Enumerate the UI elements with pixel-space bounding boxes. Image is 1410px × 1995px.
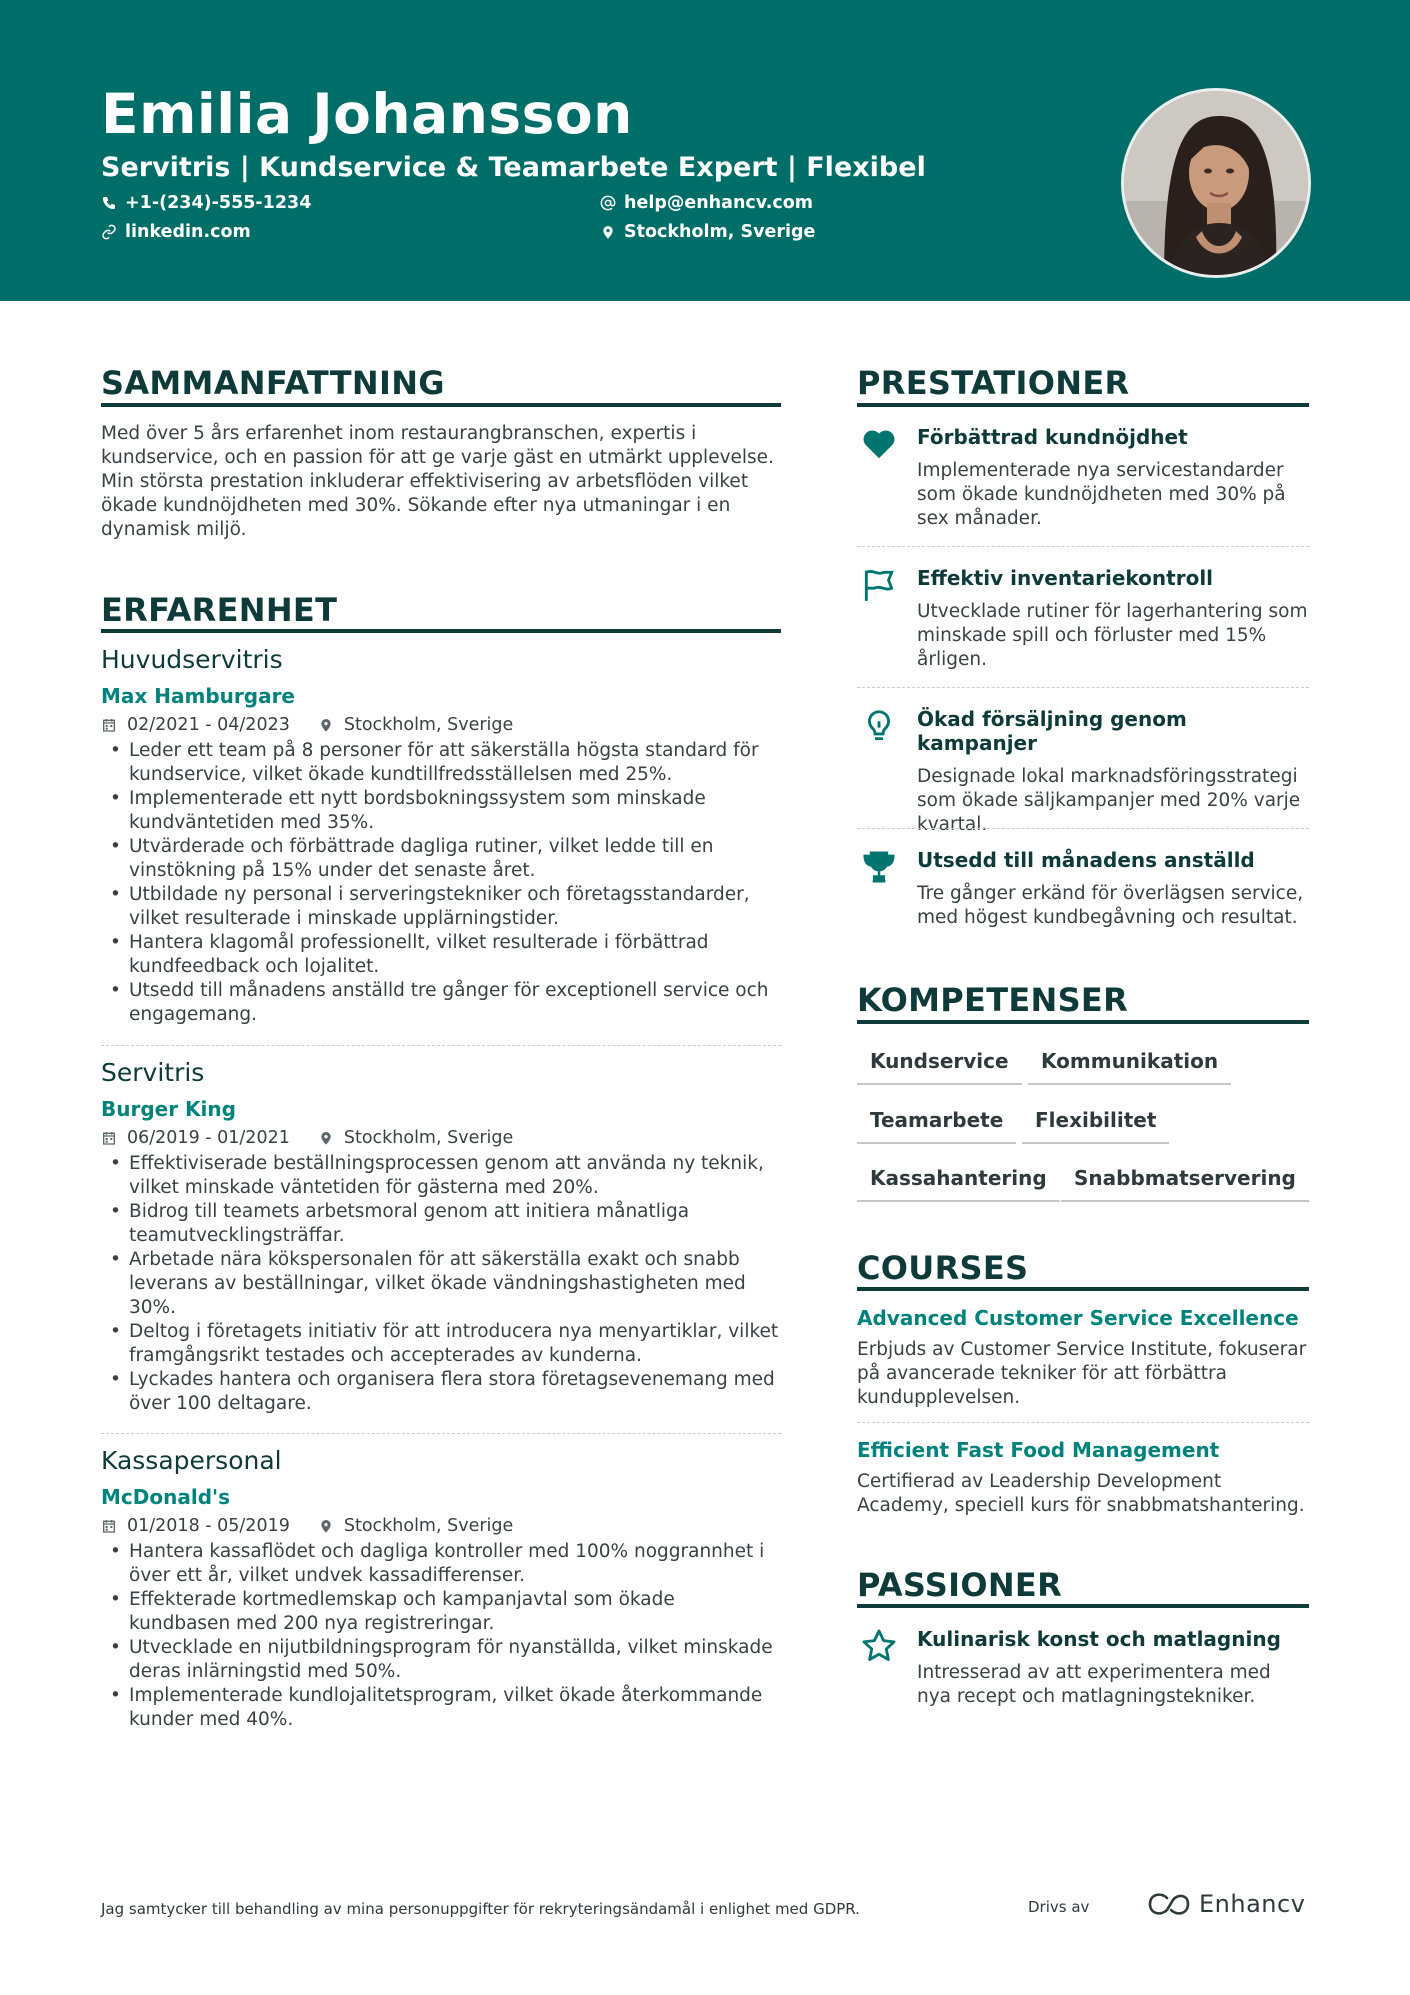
job-title: Huvudservitris — [101, 645, 283, 674]
job-bullet: • Lyckades hantera och organisera flera stora företagsevenemang med över 100 deltagare. — [101, 1368, 781, 1416]
job-location — [318, 1128, 513, 1148]
achievement-item — [857, 848, 1309, 930]
achievement-separator — [857, 828, 1309, 829]
job-bullet: • Utbildade ny personal i serveringstekniker och företagsstandarder, vilket resulterade i minskade upplärningstider. — [101, 883, 781, 931]
experience-heading: ERFARENHET — [101, 591, 338, 629]
candidate-tagline: Servitris | Kundservice & Teamarbete Expert | Flexibel — [101, 152, 926, 183]
achievement-separator — [857, 546, 1309, 547]
location-contact — [600, 222, 815, 242]
email-text: help@enhancv.com — [624, 193, 814, 213]
passion-title: Kulinarisk konst och matlagning — [917, 1627, 1281, 1651]
job-location-text: Stockholm, Sverige — [343, 715, 514, 735]
job-company: McDonald's — [101, 1485, 231, 1509]
job-location-text: Stockholm, Sverige — [343, 1128, 514, 1148]
location-pin-icon — [318, 1518, 334, 1534]
skill-tag: Kassahantering — [857, 1166, 1060, 1202]
achievement-item — [857, 425, 1309, 531]
job-title: Servitris — [101, 1058, 205, 1087]
achievement-desc: Tre gånger erkänd för överlägsen service, med högest kundbegåvning och resultat. — [917, 883, 1304, 928]
course-separator — [857, 1422, 1309, 1423]
job-bullet: • Utvärderade och förbättrade dagliga rutiner, vilket ledde till en vinstökning på 15% under det senaste året. — [101, 835, 781, 883]
achievement-title: Ökad försäljning genom kampanjer — [917, 707, 1187, 755]
achievement-item — [857, 566, 1309, 672]
portrait-illustration — [1124, 91, 1311, 278]
job-bullet: • Arbetade nära kökspersonalen för att säkerställa exakt och snabb leverans av beställningar, vilket ökade vändningshastigheten med 30%. — [101, 1248, 781, 1320]
job-bullets — [101, 1152, 781, 1416]
linkedin-text: linkedin.com — [125, 222, 251, 242]
job-bullet: • Effekterade kortmedlemskap och kampanjavtal som ökade kundbasen med 200 nya registreringar. — [101, 1588, 781, 1636]
achievement-desc: Implementerade nya servicestandarder som ökade kundnöjdheten med 30% på sex månader. — [917, 460, 1286, 529]
calendar-icon — [101, 1518, 117, 1534]
profile-photo — [1121, 88, 1311, 278]
job-entry — [101, 1446, 781, 1732]
phone-text: +1-(234)-555-1234 — [125, 193, 312, 213]
passions-heading: PASSIONER — [857, 1566, 1063, 1604]
link-icon — [101, 224, 117, 240]
skill-tag: Snabbmatservering — [1061, 1166, 1309, 1202]
powered-by-label: Drivs av — [1028, 1898, 1090, 1916]
job-company: Burger King — [101, 1097, 236, 1121]
passions-divider — [857, 1604, 1309, 1608]
job-bullet: • Utsedd till månadens anställd tre gånger för exceptionell service och engagemang. — [101, 979, 781, 1027]
course-item — [857, 1306, 1309, 1410]
job-bullet: • Implementerade ett nytt bordsbokningssystem som minskade kundväntetiden med 35%. — [101, 787, 781, 835]
job-bullet: • Effektiviserade beställningsprocessen genom att använda ny teknik, vilket minskade väntetiden för gästerna med 20%. — [101, 1152, 781, 1200]
job-meta — [101, 1516, 781, 1536]
summary-text: Med över 5 års erfarenhet inom restaurangbranschen, expertis i kundservice, och en passion för att ge varje gäst en utmärkt upplevelse. Min största prestation inkluderar effektivisering av arbetsflöden vilket ökade kundnöjdheten med 30%. Sökande efter nya utmaningar i en dynamisk miljö. — [101, 423, 774, 540]
job-bullet: • Hantera kassaflödet och dagliga kontroller med 100% noggrannhet i över ett år, vilket undvek kassadifferenser. — [101, 1540, 781, 1588]
trophy-icon — [857, 848, 901, 888]
job-bullets — [101, 1540, 781, 1732]
skill-tag: Kundservice — [857, 1049, 1022, 1085]
location-pin-icon — [600, 224, 616, 240]
course-title: Advanced Customer Service Excellence — [857, 1306, 1299, 1330]
heart-icon — [857, 425, 901, 465]
job-bullet: • Utvecklade en nijutbildningsprogram för nyanställda, vilket minskade deras inlärningstid med 50%. — [101, 1636, 781, 1684]
course-title: Efficient Fast Food Management — [857, 1438, 1220, 1462]
courses-heading: COURSES — [857, 1249, 1029, 1287]
summary-divider — [101, 403, 781, 407]
job-title: Kassapersonal — [101, 1446, 282, 1475]
job-company: Max Hamburgare — [101, 684, 295, 708]
star-icon — [857, 1627, 901, 1667]
job-bullet: • Leder ett team på 8 personer för att säkerställa högsta standard för kundservice, vilket ökade kundtillfredsställelsen med 25%. — [101, 739, 781, 787]
candidate-name: Emilia Johansson — [101, 82, 633, 146]
enhancv-logo-icon — [1145, 1888, 1193, 1920]
job-bullet: • Deltog i företagets initiativ för att introducera nya menyartiklar, vilket framgångsrikt testades och accepterades av kunderna. — [101, 1320, 781, 1368]
location-text: Stockholm, Sverige — [624, 222, 816, 242]
achievement-title: Effektiv inventariekontroll — [917, 566, 1214, 590]
course-desc: Certifierad av Leadership Development Academy, speciell kurs för snabbmatshantering. — [857, 1471, 1305, 1516]
skill-tag: Teamarbete — [857, 1108, 1016, 1144]
job-bullet: • Bidrog till teamets arbetsmoral genom att initiera månatliga teamutvecklingsträffar. — [101, 1200, 781, 1248]
location-pin-icon — [318, 717, 334, 733]
achievement-item — [857, 707, 1309, 837]
achievement-title: Utsedd till månadens anställd — [917, 848, 1255, 872]
skill-tag: Kommunikation — [1028, 1049, 1231, 1085]
at-icon — [600, 195, 616, 211]
enhancv-logo[interactable] — [1145, 1888, 1305, 1920]
job-dates: 02/2021 - 04/2023 — [127, 715, 290, 735]
job-bullets — [101, 739, 781, 1027]
job-separator — [101, 1433, 781, 1434]
enhancv-logo-text: Enhancv — [1199, 1890, 1306, 1918]
job-location — [318, 1516, 513, 1536]
phone-icon — [101, 195, 117, 211]
achievements-divider — [857, 403, 1309, 407]
calendar-icon — [101, 717, 117, 733]
achievement-desc: Utvecklade rutiner för lagerhantering som minskade spill och förluster med 15% årligen. — [917, 601, 1308, 670]
job-meta — [101, 715, 781, 735]
job-location — [318, 715, 513, 735]
achievements-heading: PRESTATIONER — [857, 364, 1130, 402]
linkedin-contact[interactable] — [101, 222, 251, 242]
job-location-text: Stockholm, Sverige — [343, 1516, 514, 1536]
passion-item — [857, 1627, 1309, 1709]
job-dates: 06/2019 - 01/2021 — [127, 1128, 290, 1148]
skill-tag: Flexibilitet — [1022, 1108, 1169, 1144]
course-item — [857, 1438, 1309, 1518]
email-contact[interactable] — [600, 193, 813, 213]
job-entry — [101, 1058, 781, 1416]
job-separator — [101, 1045, 781, 1046]
courses-divider — [857, 1287, 1309, 1291]
achievement-desc: Designade lokal marknadsföringsstrategi som ökade säljkampanjer med 20% varje kvartal. — [917, 766, 1301, 835]
job-dates: 01/2018 - 05/2019 — [127, 1516, 290, 1536]
phone-contact[interactable] — [101, 193, 311, 213]
skills-heading: KOMPETENSER — [857, 981, 1129, 1019]
achievement-title: Förbättrad kundnöjdhet — [917, 425, 1188, 449]
job-bullet: • Hantera klagomål professionellt, vilket resulterade i förbättrad kundfeedback och lojalitet. — [101, 931, 781, 979]
achievement-separator — [857, 687, 1309, 688]
summary-heading: SAMMANFATTNING — [101, 364, 445, 402]
job-meta — [101, 1128, 781, 1148]
skills-divider — [857, 1020, 1309, 1024]
calendar-icon — [101, 1130, 117, 1146]
course-desc: Erbjuds av Customer Service Institute, fokuserar på avancerade tekniker för att förbättra kundupplevelsen. — [857, 1339, 1307, 1408]
gdpr-consent: Jag samtycker till behandling av mina personuppgifter för rekryteringsändamål i enlighet med GDPR. — [101, 1900, 860, 1918]
job-bullet: • Implementerade kundlojalitetsprogram, vilket ökade återkommande kunder med 40%. — [101, 1684, 781, 1732]
location-pin-icon — [318, 1130, 334, 1146]
flag-icon — [857, 566, 901, 606]
passion-desc: Intresserad av att experimentera med nya recept och matlagningstekniker. — [917, 1662, 1271, 1707]
lightbulb-icon — [857, 707, 901, 747]
job-entry — [101, 645, 781, 1027]
experience-divider — [101, 629, 781, 633]
